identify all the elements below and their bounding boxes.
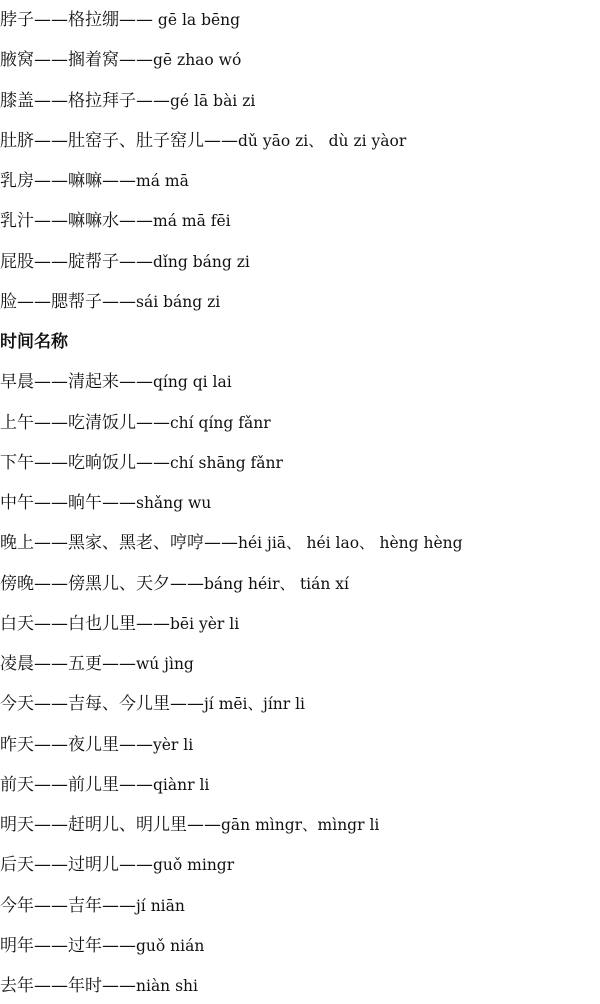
entry-pinyin: bēi yèr li (170, 614, 240, 633)
entry-term: 傍晚——傍黑儿、天夕—— (0, 573, 204, 594)
entry-term: 下午——吃晌饭儿—— (0, 452, 170, 473)
glossary-entry (0, 250, 250, 274)
glossary-entry (0, 894, 185, 918)
entry-pinyin: sái báng zi (136, 292, 221, 311)
entry-term: 明年——过年—— (0, 935, 136, 956)
glossary-entry (0, 370, 232, 394)
glossary-entry (0, 129, 406, 153)
entry-term: 膝盖——格拉拜子—— (0, 90, 170, 111)
section-heading (0, 330, 68, 354)
glossary-entry (0, 572, 349, 596)
entry-pinyin: chí qíng fǎnr (170, 413, 271, 432)
glossary-entry (0, 48, 241, 72)
entry-term: 乳房——嘛嘛—— (0, 171, 136, 191)
glossary-entry (0, 692, 305, 716)
entry-pinyin: má mā (136, 172, 189, 190)
entry-term: 中午——晌午—— (0, 493, 136, 513)
entry-term: 上午——吃清饭儿—— (0, 412, 170, 433)
entry-pinyin: niàn shi (136, 977, 198, 995)
glossary-entry (0, 290, 220, 314)
glossary-entry (0, 612, 239, 636)
entry-pinyin: guǒ nián (136, 936, 205, 955)
glossary-entry (0, 813, 379, 837)
entry-pinyin: dǔ yāo zi、 dù zi yàor (238, 131, 407, 150)
entry-term: 明天——赶明儿、明儿里—— (0, 815, 221, 835)
entry-pinyin: gē zhao wó (153, 51, 242, 70)
entry-term: 前天——前儿里—— (0, 774, 153, 795)
entry-pinyin: má mā fēi (153, 212, 231, 231)
entry-pinyin: shǎng wu (136, 494, 212, 512)
entry-term: 昨天——夜儿里—— (0, 734, 153, 755)
glossary-entry (0, 773, 209, 797)
entry-term: 屁股——腚帮子—— (0, 251, 153, 272)
entry-pinyin: jí mēi、jínr li (204, 695, 306, 714)
entry-term: 脸——腮帮子—— (0, 291, 136, 312)
glossary-entry (0, 853, 234, 877)
glossary-entry (0, 652, 194, 676)
entry-pinyin: chí shāng fǎnr (170, 453, 283, 472)
entry-pinyin: yèr li (153, 735, 194, 754)
entry-term: 后天——过明儿—— (0, 855, 153, 876)
entry-term: 脖子——格拉绷—— (0, 10, 153, 30)
entry-term: 晚上——黑家、黑老、哼哼—— (0, 533, 238, 554)
glossary-entry (0, 974, 198, 998)
entry-pinyin: jí niān (136, 896, 185, 915)
entry-pinyin: qiànr li (153, 775, 210, 794)
entry-pinyin: gē la bēng (153, 11, 241, 29)
entry-pinyin: qíng qi lai (153, 373, 232, 392)
glossary-entry (0, 209, 231, 233)
entry-term: 今年——吉年—— (0, 895, 136, 916)
entry-pinyin: gé lā bài zi (170, 91, 256, 110)
entry-term: 乳汁——嘛嘛水—— (0, 211, 153, 232)
entry-term: 凌晨——五更—— (0, 654, 136, 674)
glossary-entry (0, 934, 204, 958)
glossary-entry (0, 451, 283, 475)
entry-pinyin: dǐng báng zi (153, 252, 250, 271)
glossary-entry (0, 8, 240, 32)
glossary-entry (0, 491, 211, 515)
entry-term: 早晨——清起来—— (0, 372, 153, 393)
entry-term: 去年——年时—— (0, 976, 136, 996)
entry-pinyin: báng héir、 tián xí (204, 574, 349, 593)
entry-term: 肚脐——肚窑子、肚子窑儿—— (0, 130, 238, 151)
entry-pinyin: gān mìngr、mìngr li (221, 816, 380, 834)
glossary-entry (0, 531, 463, 555)
glossary-entry (0, 733, 193, 757)
glossary-entry (0, 89, 255, 113)
glossary-entry (0, 169, 189, 193)
entry-pinyin: guǒ mingr (153, 856, 235, 875)
entry-term: 腋窝——搁着窝—— (0, 50, 153, 71)
glossary-entry (0, 411, 271, 435)
entry-pinyin: héi jiā、 héi lao、 hèng hèng (238, 534, 463, 553)
entry-term: 白天——白也儿里—— (0, 613, 170, 634)
entry-pinyin: wú jìng (136, 655, 194, 673)
entry-term: 今天——吉每、今儿里—— (0, 694, 204, 715)
section-heading-text: 时间名称 (0, 332, 68, 352)
